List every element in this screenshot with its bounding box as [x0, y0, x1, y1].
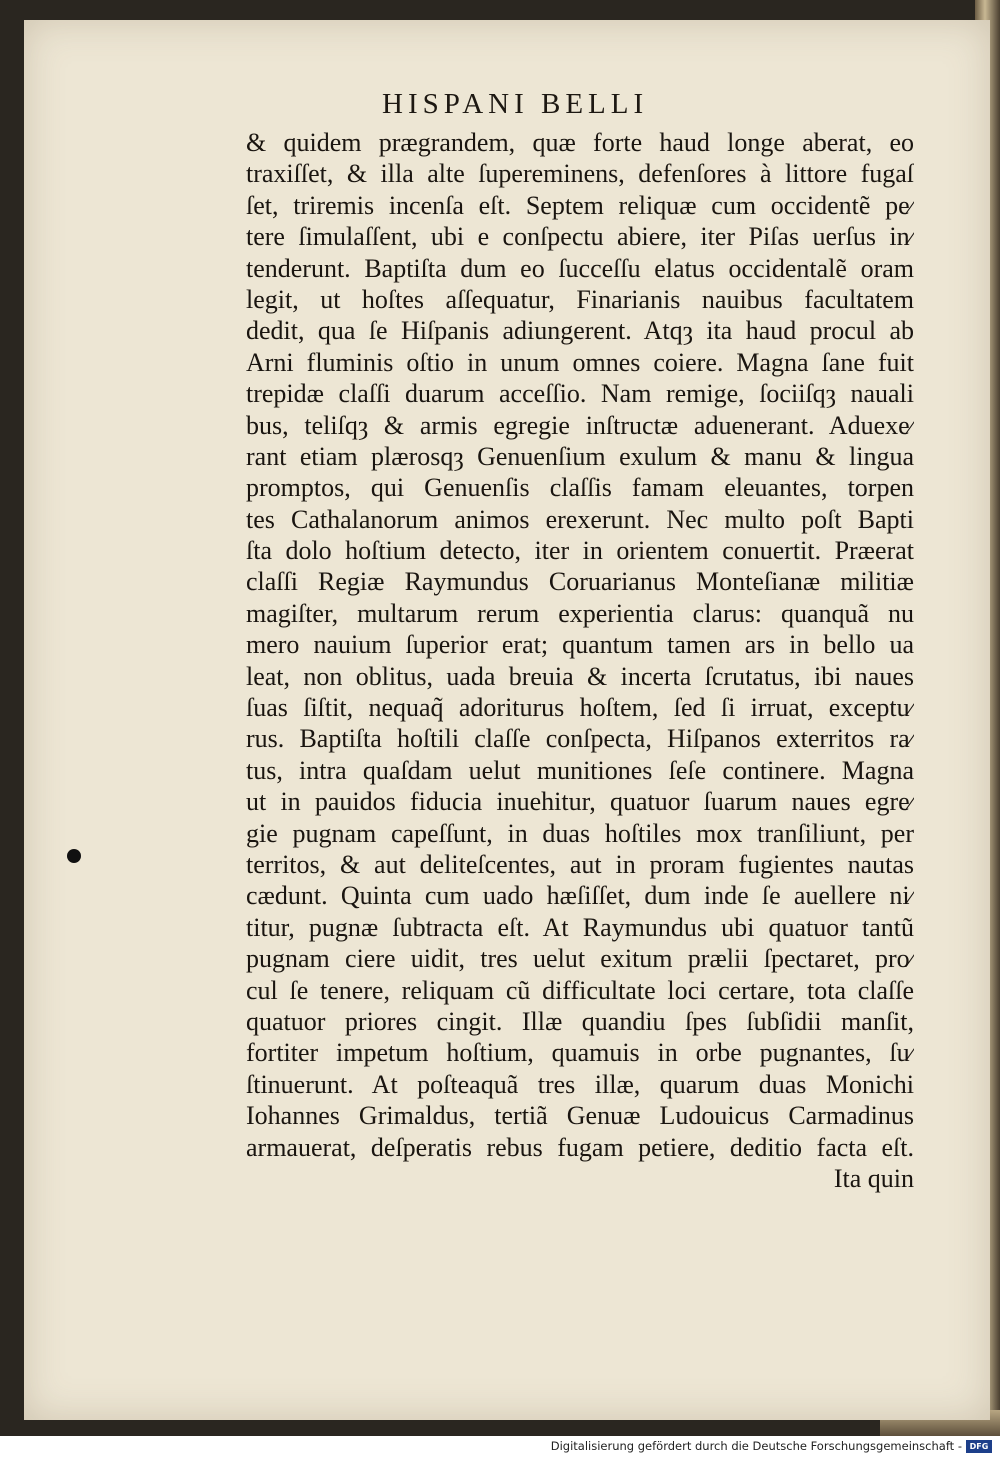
text-line: traxiſſet, & illa alte ſupereminens, defenſores à littore fugaſ	[246, 159, 914, 189]
text-line: tes Cathalanorum animos erexerunt. Nec multo poſt Bapti	[246, 504, 914, 534]
text-line: mero nauium ſuperior erat; quantum tamen ars in bello ua	[246, 630, 914, 660]
text-line: Ita quin	[833, 1163, 914, 1193]
text-line: promptos, qui Genuenſis claſſis famam eleuantes, torpen	[246, 473, 914, 503]
text-line: cædunt. Quinta cum uado hæſiſſet, dum inde ſe auellere ni⁄	[246, 881, 914, 911]
text-line: armauerat, deſperatis rebus fugam petiere, deditio facta eſt.	[246, 1132, 914, 1162]
dfg-logo: DFG	[966, 1440, 992, 1453]
text-line: territos, & aut deliteſcentes, aut in proram fugientes nautas	[246, 849, 914, 879]
text-line: ſet, triremis incenſa eſt. Septem reliquæ cum occidentẽ pe⁄	[246, 190, 914, 220]
text-line: dedit, qua ſe Hiſpanis adiungerent. Atqȝ ita haud procul ab	[246, 316, 914, 346]
text-line: trepidæ claſſi duarum acceſſio. Nam remige, ſociiſqȝ nauali	[246, 379, 914, 409]
body-text-block	[246, 127, 914, 1194]
text-line: ut in pauidos fiducia inuehitur, quatuor ſuarum naues egre⁄	[246, 787, 914, 817]
text-line: gie pugnam capeſſunt, in duas hoſtiles mox tranſiliunt, per	[246, 818, 914, 848]
text-line: pugnam ciere uidit, tres uelut exitum prælii ſpectaret, pro⁄	[246, 944, 914, 974]
text-line: legit, ut hoſtes aſſequatur, Finarianis nauibus facultatem	[246, 284, 914, 314]
text-line: tus, intra quaſdam uelut munitiones ſeſe continere. Magna	[246, 755, 914, 785]
text-line: ſta dolo hoſtium detecto, iter in orientem conuertit. Præerat	[246, 536, 914, 566]
text-line: rus. Baptiſta hoſtili claſſe conſpecta, Hiſpanos exterritos ra⁄	[246, 724, 914, 754]
text-line: bus, teliſqȝ & armis egregie inſtructæ aduenerant. Aduexe⁄	[246, 410, 914, 440]
text-line: claſſi Regiæ Raymundus Coruarianus Monteſianæ militiæ	[246, 567, 914, 597]
running-head: HISPANI BELLI	[382, 88, 649, 120]
text-line: Iohannes Grimaldus, tertiã Genuæ Ludouicus Carmadinus	[246, 1101, 914, 1131]
text-line: ſuas ſiſtit, nequaq̃ adoriturus hoſtem, ſed ſi irruat, exceptu⁄	[246, 693, 914, 723]
ink-blot	[67, 849, 81, 863]
text-line: rant etiam plærosqȝ Genuenſium exulum & manu & lingua	[246, 441, 914, 471]
digitization-credit: Digitalisierung gefördert durch die Deutsche Forschungsgemeinschaft -	[550, 1439, 962, 1453]
text-line: titur, pugnæ ſubtracta eſt. At Raymundus ubi quatuor tantũ	[246, 912, 914, 942]
text-line: fortiter impetum hoſtium, quamuis in orbe pugnantes, ſu⁄	[246, 1038, 914, 1068]
text-line: tere ſimulaſſent, ubi e conſpectu abiere, iter Piſas uerſus in⁄	[246, 222, 914, 252]
text-line: ſtinuerunt. At poſteaquã tres illæ, quarum duas Monichi	[246, 1069, 914, 1099]
text-line: tenderunt. Baptiſta dum eo ſucceſſu elatus occidentalẽ oram	[246, 253, 914, 283]
text-line: quatuor priores cingit. Illæ quandiu ſpes ſubſidii manſit,	[246, 1006, 914, 1036]
text-line: cul ſe tenere, reliquam cũ difficultate loci certare, tota claſſe	[246, 975, 914, 1005]
text-line: leat, non oblitus, uada breuia & incerta ſcrutatus, ibi naues	[246, 661, 914, 691]
text-line: Arni fluminis oſtio in unum omnes coiere. Magna ſane fuit	[246, 347, 914, 377]
text-line: magiſter, multarum rerum experientia clarus: quanquã nu	[246, 598, 914, 628]
text-line: & quidem prægrandem, quæ forte haud longe aberat, eo	[246, 128, 914, 157]
